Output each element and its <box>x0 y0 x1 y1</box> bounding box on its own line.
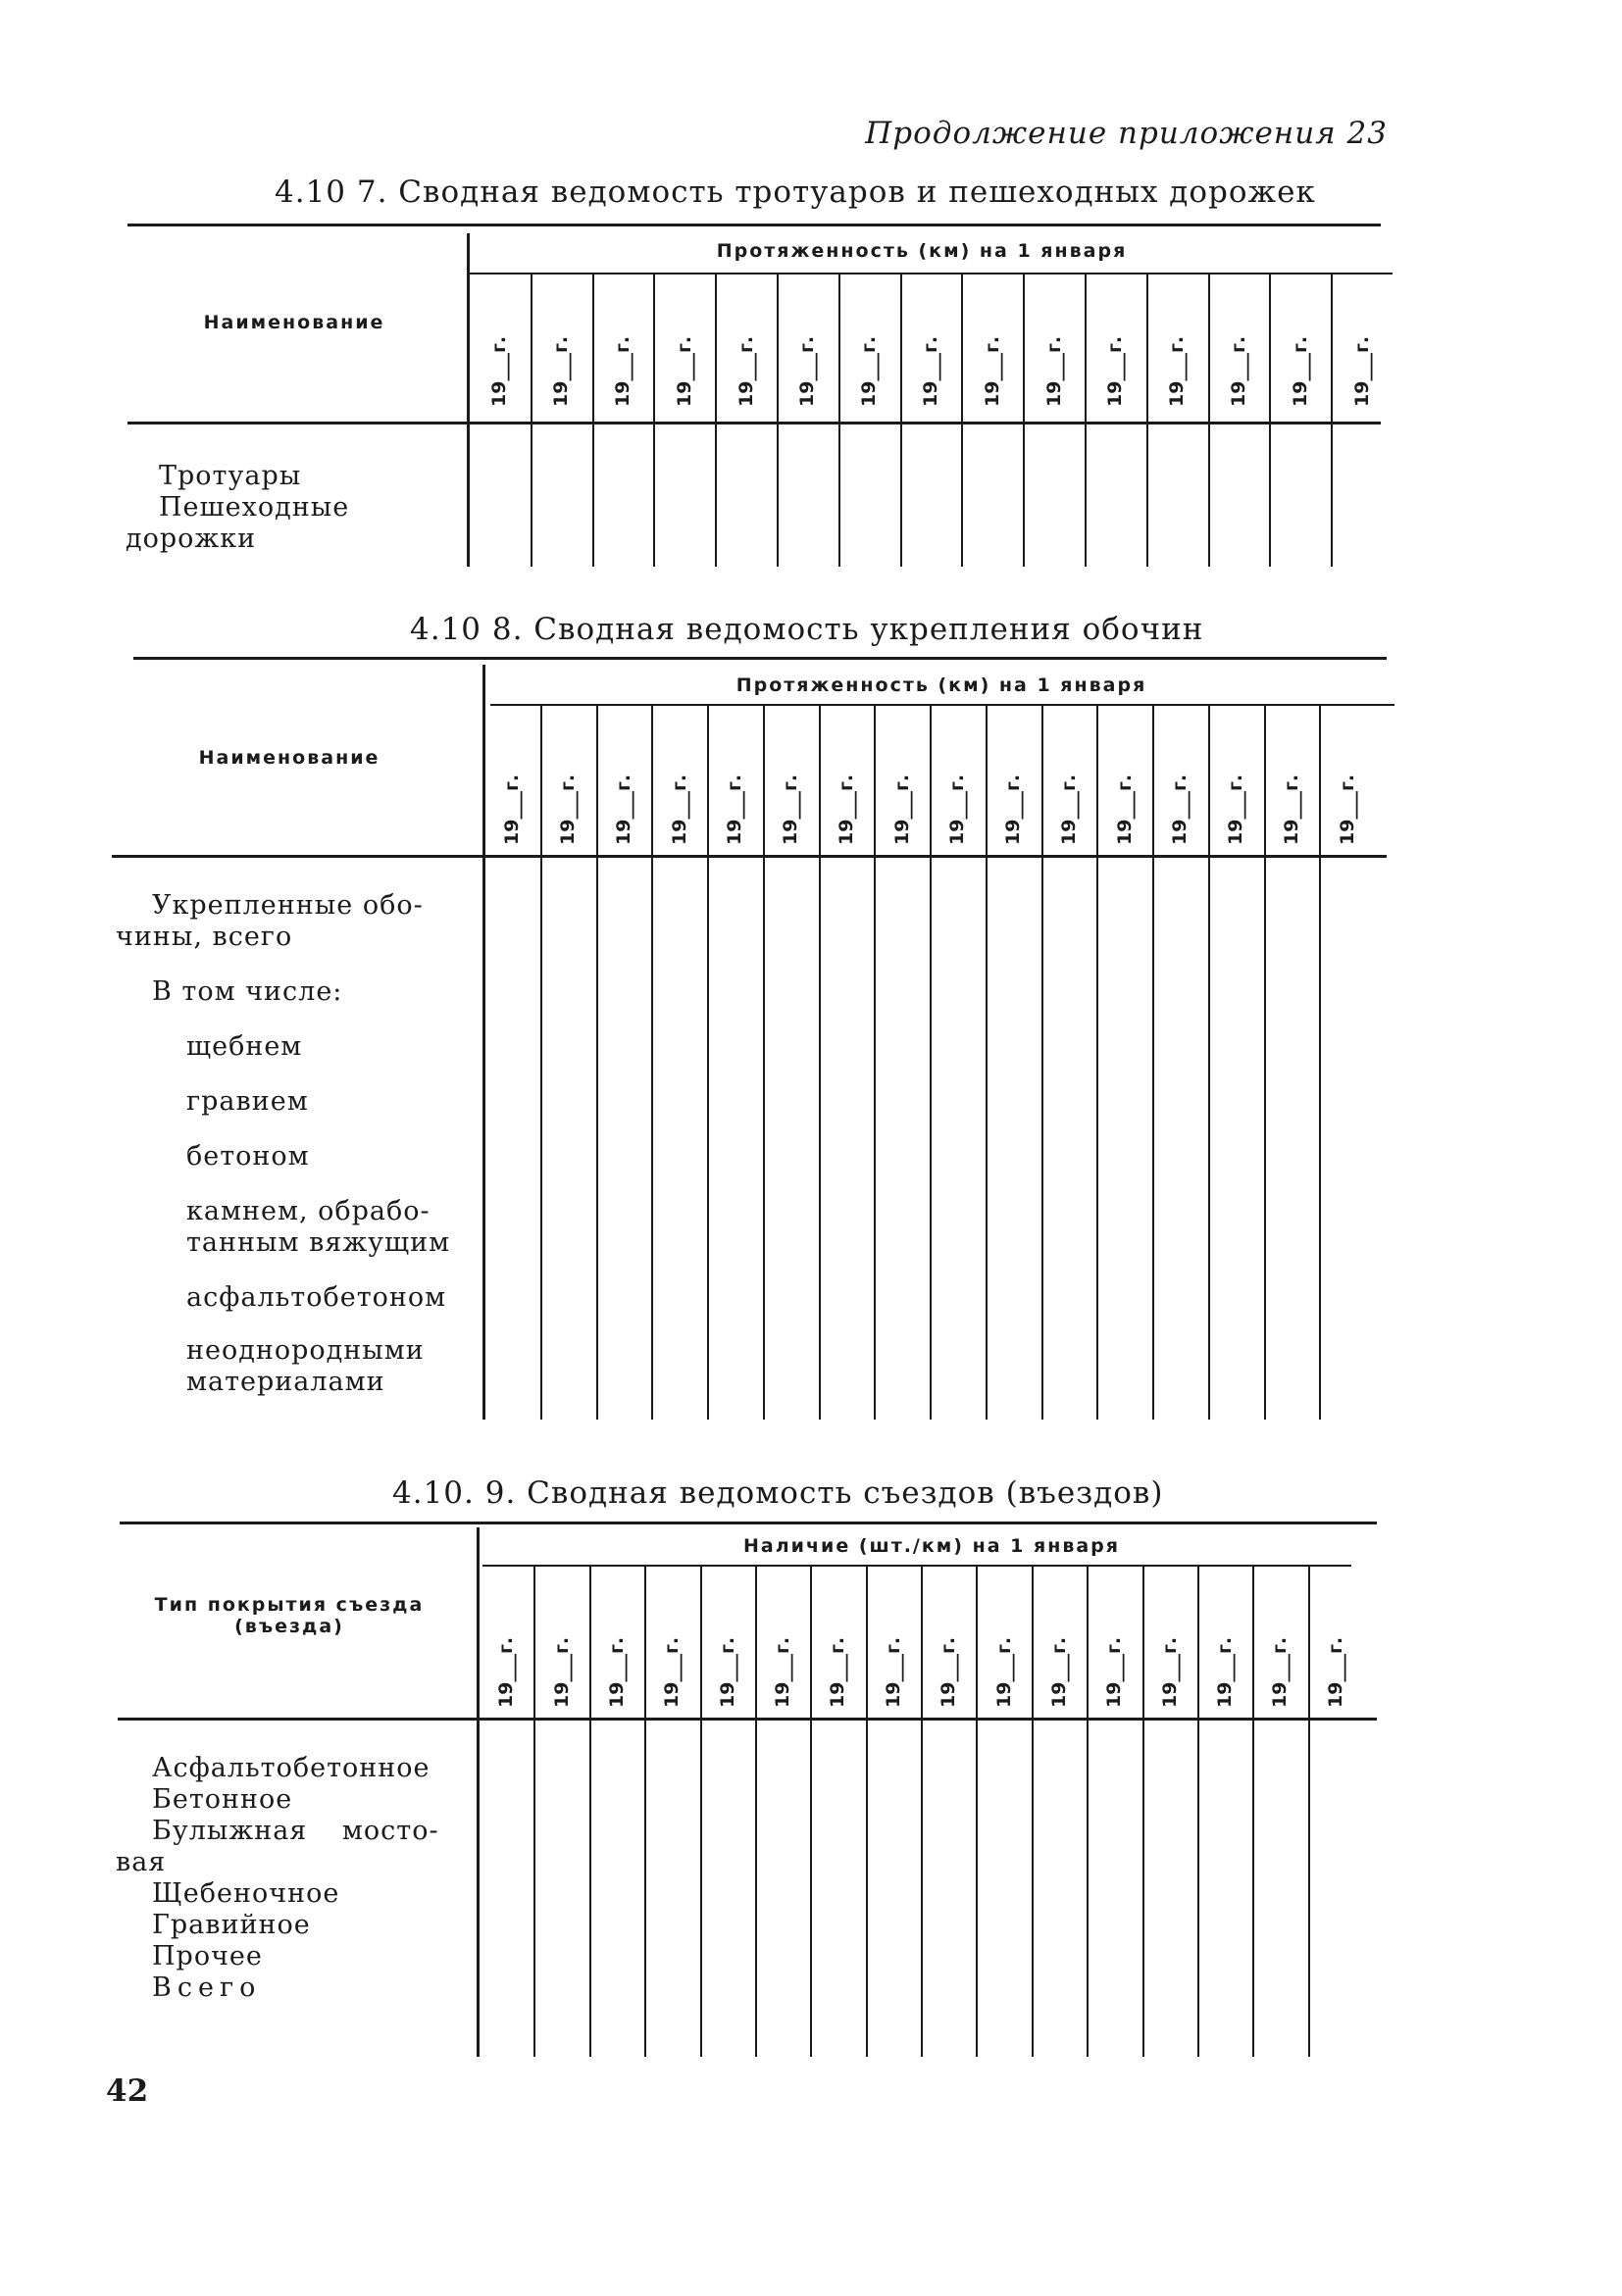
year-cell-label: 19___г. <box>1114 774 1136 845</box>
table-1-row-footpaths-2: дорожки <box>126 524 257 554</box>
year-cell-label: 19___г. <box>1214 1636 1236 1708</box>
year-cell-label: 19___г. <box>1269 1636 1291 1708</box>
table-1-title: 4.10 7. Сводная ведомость тротуаров и пешеходных дорожек <box>275 175 1316 210</box>
year-cell-label: 19___г. <box>946 774 968 845</box>
table-3-title: 4.10. 9. Сводная ведомость съездов (въездов) <box>392 1475 1164 1511</box>
year-cell-label: 19___г. <box>1281 774 1302 845</box>
table-2-top-rule <box>133 657 1387 660</box>
year-cell-label: 19___г. <box>1002 774 1024 845</box>
table-1-row-sidewalks: Тротуары <box>159 461 302 491</box>
year-cell-label: 19___г. <box>1048 1636 1070 1708</box>
table-2-header-rule <box>112 855 1387 858</box>
table-1-top-rule <box>127 224 1381 226</box>
year-cell-label: 19___г. <box>796 335 818 407</box>
table-1-name-header: Наименование <box>203 312 385 333</box>
table-2-row-mixed-2: материалами <box>186 1367 385 1397</box>
year-cell-label: 19___г. <box>993 1636 1015 1708</box>
year-cell-label: 19___г. <box>938 1636 959 1708</box>
year-column-divider <box>763 706 765 1420</box>
table-3-span-header: Наличие (шт./км) на 1 января <box>743 1535 1120 1557</box>
year-cell-label: 19___г. <box>836 774 857 845</box>
table-3-row-crushed-stone: Щебеночное <box>152 1878 340 1909</box>
year-column-divider <box>819 706 821 1420</box>
year-column-divider <box>596 706 598 1420</box>
year-cell-label: 19___г. <box>717 1636 738 1708</box>
table-2-row-including: В том числе: <box>152 976 343 1007</box>
year-column-divider <box>1319 706 1321 1420</box>
year-column-divider <box>1264 706 1266 1420</box>
year-column-divider <box>1308 1567 1310 2057</box>
year-column-divider <box>976 1567 978 2057</box>
year-column-divider <box>700 1567 702 2057</box>
table-1-name-divider <box>467 233 470 567</box>
year-cell-label: 19___г. <box>1166 335 1188 407</box>
table-2-row-mixed-1: неоднородными <box>186 1335 425 1366</box>
year-cell-label: 19___г. <box>1169 774 1191 845</box>
table-1-header-rule <box>127 422 1381 424</box>
year-cell-label: 19___г. <box>612 335 634 407</box>
table-2-name-divider <box>482 665 485 1420</box>
table-1-span-header: Протяженность (км) на 1 января <box>716 240 1128 262</box>
year-cell-label: 19___г. <box>1103 1636 1125 1708</box>
year-column-divider <box>810 1567 812 2057</box>
table-2-span-rule <box>490 704 1394 706</box>
year-cell-label: 19___г. <box>883 1636 904 1708</box>
year-column-divider <box>1032 1567 1034 2057</box>
year-cell-label: 19___г. <box>735 335 757 407</box>
year-column-divider <box>755 1567 757 2057</box>
year-column-divider <box>1208 275 1210 567</box>
year-column-divider <box>653 275 655 567</box>
year-cell-label: 19___г. <box>1043 335 1065 407</box>
table-3-row-other: Прочее <box>152 1941 263 1972</box>
year-column-divider <box>1085 275 1087 567</box>
year-column-divider <box>986 706 988 1420</box>
table-2-row-asphalt: асфальтобетоном <box>186 1282 447 1313</box>
table-1-span-rule <box>469 273 1393 275</box>
year-column-divider <box>1142 1567 1144 2057</box>
year-cell-label: 19___г. <box>674 335 695 407</box>
year-cell-label: 19___г. <box>1351 335 1373 407</box>
year-cell-label: 19___г. <box>606 1636 628 1708</box>
year-column-divider <box>874 706 876 1420</box>
table-3-row-concrete: Бетонное <box>152 1784 293 1815</box>
table-3-name-header: Тип покрытия съезда (въезда) <box>154 1594 425 1637</box>
year-column-divider <box>644 1567 646 2057</box>
year-cell-label: 19___г. <box>724 774 745 845</box>
year-cell-label: 19___г. <box>858 335 880 407</box>
year-column-divider <box>1152 706 1154 1420</box>
table-3-name-divider <box>477 1527 480 2057</box>
year-cell-label: 19___г. <box>557 774 579 845</box>
year-cell-label: 19___г. <box>669 774 690 845</box>
table-1-row-footpaths-1: Пешеходные <box>159 492 350 523</box>
year-cell-label: 19___г. <box>982 335 1003 407</box>
continuation-header: Продолжение приложения 23 <box>865 116 1388 151</box>
year-column-divider <box>540 706 542 1420</box>
year-cell-label: 19___г. <box>891 774 913 845</box>
year-cell-label: 19___г. <box>488 335 510 407</box>
year-column-divider <box>715 275 717 567</box>
year-column-divider <box>651 706 653 1420</box>
year-column-divider <box>1146 275 1148 567</box>
year-cell-label: 19___г. <box>1228 335 1249 407</box>
year-cell-label: 19___г. <box>827 1636 848 1708</box>
table-3-header-rule <box>118 1718 1377 1721</box>
table-2-row-total-2: чины, всего <box>116 922 293 952</box>
year-cell-label: 19___г. <box>495 1636 517 1708</box>
table-2-row-stone-1: камнем, обрабо- <box>186 1196 431 1226</box>
page-number: 42 <box>106 2073 149 2109</box>
table-2-row-stone-2: танным вяжущим <box>186 1227 451 1258</box>
table-3-row-total: Всего <box>152 1972 262 2003</box>
table-2-title: 4.10 8. Сводная ведомость укрепления обочин <box>410 612 1204 647</box>
year-cell-label: 19___г. <box>1104 335 1126 407</box>
year-cell-label: 19___г. <box>772 1636 793 1708</box>
year-column-divider <box>592 275 594 567</box>
table-2-row-total-1: Укрепленные обо- <box>152 890 424 921</box>
year-cell-label: 19___г. <box>920 335 941 407</box>
year-column-divider <box>1208 706 1210 1420</box>
year-column-divider <box>838 275 840 567</box>
year-cell-label: 19___г. <box>551 1636 573 1708</box>
table-2-name-header: Наименование <box>198 747 380 769</box>
year-column-divider <box>1041 706 1043 1420</box>
year-column-divider <box>930 706 932 1420</box>
year-column-divider <box>1197 1567 1199 2057</box>
year-column-divider <box>533 1567 535 2057</box>
year-column-divider <box>1096 706 1098 1420</box>
table-3-row-gravel: Гравийное <box>152 1910 311 1940</box>
year-column-divider <box>777 275 779 567</box>
year-column-divider <box>589 1567 591 2057</box>
table-2-span-header: Протяженность (км) на 1 января <box>735 674 1147 696</box>
year-column-divider <box>531 275 532 567</box>
year-cell-label: 19___г. <box>550 335 572 407</box>
table-3-span-rule <box>482 1565 1351 1567</box>
year-cell-label: 19___г. <box>1225 774 1246 845</box>
table-3-row-cobble-2: вая <box>116 1847 167 1877</box>
year-column-divider <box>1023 275 1025 567</box>
year-cell-label: 19___г. <box>613 774 634 845</box>
table-2-row-crushed-stone: щебнем <box>186 1031 303 1062</box>
year-cell-label: 19___г. <box>1337 774 1358 845</box>
table-2-row-gravel: гравием <box>186 1086 309 1117</box>
year-column-divider <box>1087 1567 1089 2057</box>
year-column-divider <box>1269 275 1271 567</box>
table-2-row-concrete: бетоном <box>186 1141 310 1172</box>
year-cell-label: 19___г. <box>1159 1636 1181 1708</box>
year-column-divider <box>961 275 963 567</box>
year-cell-label: 19___г. <box>661 1636 683 1708</box>
year-cell-label: 19___г. <box>1325 1636 1346 1708</box>
year-column-divider <box>921 1567 923 2057</box>
table-3-row-cobble-1: Булыжная мосто- <box>152 1816 439 1846</box>
year-column-divider <box>1252 1567 1254 2057</box>
table-3-top-rule <box>120 1522 1377 1524</box>
year-column-divider <box>1331 275 1333 567</box>
year-cell-label: 19___г. <box>780 774 801 845</box>
table-3-row-asphalt: Асфальтобетонное <box>152 1753 431 1783</box>
year-cell-label: 19___г. <box>1058 774 1080 845</box>
year-column-divider <box>900 275 902 567</box>
year-column-divider <box>866 1567 868 2057</box>
year-cell-label: 19___г. <box>1290 335 1311 407</box>
year-column-divider <box>707 706 709 1420</box>
year-cell-label: 19___г. <box>501 774 523 845</box>
